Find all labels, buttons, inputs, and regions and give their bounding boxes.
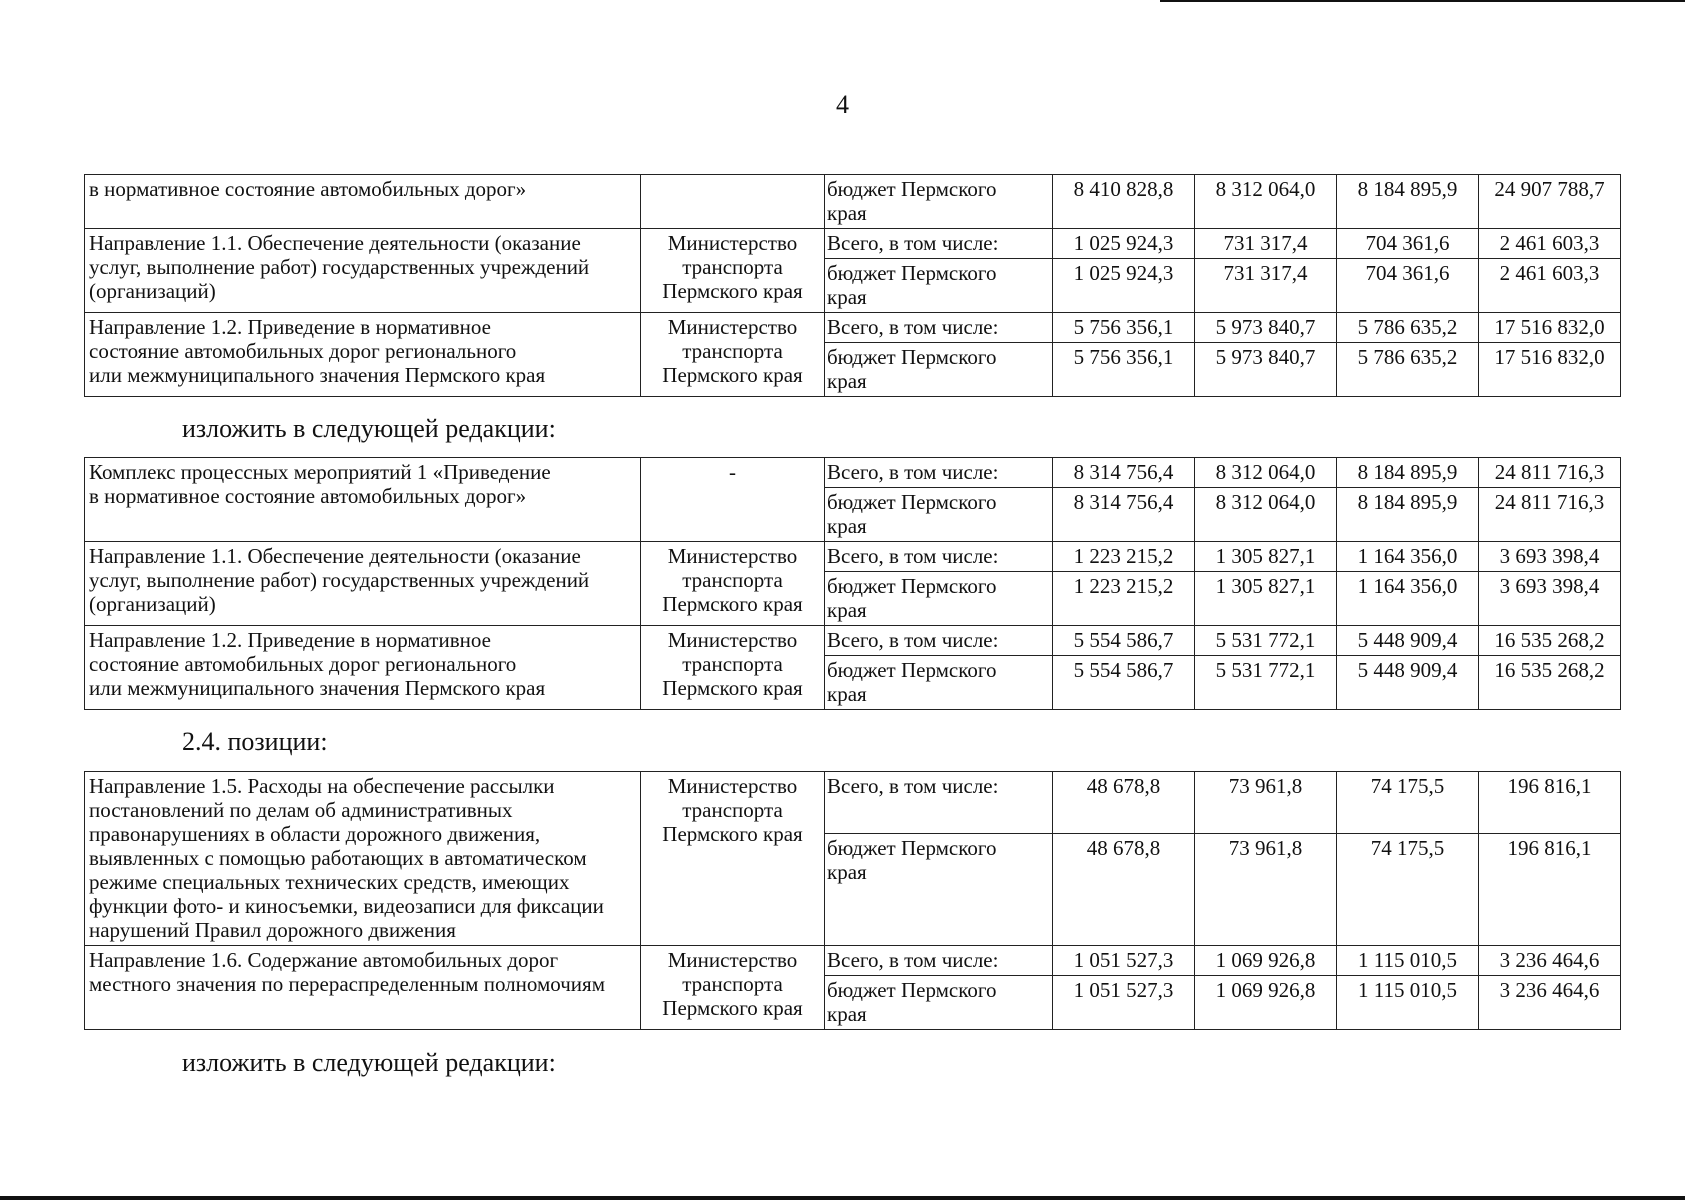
funding-source: бюджет Пермского края (825, 834, 1053, 946)
amount-year-1: 1 025 924,3 (1053, 259, 1195, 313)
item-description: Направление 1.1. Обеспечение деятельности (оказание услуг, выполнение работ) государственных учреждений (организаций) (85, 229, 641, 313)
amount-year-3: 5 448 909,4 (1337, 626, 1479, 656)
amount-total: 24 811 716,3 (1479, 488, 1621, 542)
amount-total: 196 816,1 (1479, 772, 1621, 834)
funding-source: бюджет Пермского края (825, 976, 1053, 1030)
responsible-executor: Министерство транспорта Пермского края (641, 946, 825, 1030)
responsible-executor: - (641, 458, 825, 542)
amount-total: 16 535 268,2 (1479, 656, 1621, 710)
funding-source: бюджет Пермского края (825, 572, 1053, 626)
item-description: в нормативное состояние автомобильных дорог» (85, 175, 641, 229)
funding-source: Всего, в том числе: (825, 458, 1053, 488)
table-row (85, 772, 1621, 834)
budget-table-positions (84, 771, 1621, 1030)
section-heading-positions: 2.4. позиции: (182, 727, 328, 756)
amount-year-2: 1 305 827,1 (1195, 572, 1337, 626)
amount-year-3: 1 115 010,5 (1337, 976, 1479, 1030)
amount-total: 3 693 398,4 (1479, 572, 1621, 626)
amount-year-2: 5 531 772,1 (1195, 656, 1337, 710)
amount-year-1: 1 051 527,3 (1053, 946, 1195, 976)
amount-year-3: 1 164 356,0 (1337, 542, 1479, 572)
scan-bottom-edge (0, 1196, 1685, 1200)
table-row (85, 175, 1621, 229)
funding-source: бюджет Пермского края (825, 259, 1053, 313)
item-description: Направление 1.2. Приведение в нормативное состояние автомобильных дорог регионального или межмуниципального значения Пермского края (85, 313, 641, 397)
amount-year-2: 5 973 840,7 (1195, 313, 1337, 343)
amount-year-3: 8 184 895,9 (1337, 488, 1479, 542)
amount-year-1: 1 051 527,3 (1053, 976, 1195, 1030)
item-description: Направление 1.1. Обеспечение деятельности (оказание услуг, выполнение работ) государственных учреждений (организаций) (85, 542, 641, 626)
amount-total: 24 811 716,3 (1479, 458, 1621, 488)
amount-total: 24 907 788,7 (1479, 175, 1621, 229)
amount-year-2: 8 312 064,0 (1195, 175, 1337, 229)
amount-year-3: 8 184 895,9 (1337, 175, 1479, 229)
amount-total: 3 236 464,6 (1479, 946, 1621, 976)
budget-table-new (84, 457, 1621, 710)
budget-table-old (84, 174, 1621, 397)
funding-source: Всего, в том числе: (825, 313, 1053, 343)
amount-year-2: 73 961,8 (1195, 772, 1337, 834)
amount-year-1: 1 223 215,2 (1053, 572, 1195, 626)
item-description: Направление 1.6. Содержание автомобильных дорог местного значения по перераспределенным полномочиям (85, 946, 641, 1030)
responsible-executor: Министерство транспорта Пермского края (641, 626, 825, 710)
amount-year-2: 5 531 772,1 (1195, 626, 1337, 656)
amount-year-2: 8 312 064,0 (1195, 458, 1337, 488)
table-row (85, 946, 1621, 976)
funding-source: Всего, в том числе: (825, 542, 1053, 572)
amount-year-3: 5 786 635,2 (1337, 313, 1479, 343)
item-description: Комплекс процессных мероприятий 1 «Приведение в нормативное состояние автомобильных дорог» (85, 458, 641, 542)
amount-year-3: 1 115 010,5 (1337, 946, 1479, 976)
amount-year-1: 1 223 215,2 (1053, 542, 1195, 572)
amount-year-1: 5 756 356,1 (1053, 313, 1195, 343)
responsible-executor: Министерство транспорта Пермского края (641, 542, 825, 626)
amount-total: 16 535 268,2 (1479, 626, 1621, 656)
amount-year-3: 8 184 895,9 (1337, 458, 1479, 488)
amount-year-3: 704 361,6 (1337, 229, 1479, 259)
amount-year-1: 1 025 924,3 (1053, 229, 1195, 259)
amount-year-1: 5 554 586,7 (1053, 656, 1195, 710)
amount-year-1: 5 756 356,1 (1053, 343, 1195, 397)
amount-total: 3 693 398,4 (1479, 542, 1621, 572)
item-description: Направление 1.2. Приведение в нормативное состояние автомобильных дорог регионального или межмуниципального значения Пермского края (85, 626, 641, 710)
amount-total: 196 816,1 (1479, 834, 1621, 946)
funding-source: Всего, в том числе: (825, 772, 1053, 834)
item-description: Направление 1.5. Расходы на обеспечение рассылки постановлений по делам об административных правонарушениях в области дорожного движения, выявленных с помощью работающих в автоматическом режиме специальных технических средств, имеющих функции фото- и киносъемки, видеозаписи для фиксации нарушений Правил дорожного движения (85, 772, 641, 946)
funding-source: Всего, в том числе: (825, 946, 1053, 976)
responsible-executor: Министерство транспорта Пермского края (641, 772, 825, 946)
funding-source: бюджет Пермского края (825, 175, 1053, 229)
amount-year-2: 5 973 840,7 (1195, 343, 1337, 397)
amount-total: 2 461 603,3 (1479, 229, 1621, 259)
table-row (85, 458, 1621, 488)
amount-year-3: 1 164 356,0 (1337, 572, 1479, 626)
scan-top-edge (1160, 0, 1685, 2)
amount-year-1: 8 410 828,8 (1053, 175, 1195, 229)
amount-year-2: 1 069 926,8 (1195, 946, 1337, 976)
table-row (85, 313, 1621, 343)
responsible-executor: Министерство транспорта Пермского края (641, 313, 825, 397)
amount-year-3: 704 361,6 (1337, 259, 1479, 313)
funding-source: бюджет Пермского края (825, 656, 1053, 710)
section-heading-replace-2: изложить в следующей редакции: (182, 1048, 556, 1077)
table-row (85, 626, 1621, 656)
amount-total: 17 516 832,0 (1479, 343, 1621, 397)
amount-year-2: 1 069 926,8 (1195, 976, 1337, 1030)
amount-year-2: 8 312 064,0 (1195, 488, 1337, 542)
funding-source: бюджет Пермского края (825, 343, 1053, 397)
amount-total: 2 461 603,3 (1479, 259, 1621, 313)
amount-year-3: 5 786 635,2 (1337, 343, 1479, 397)
amount-year-3: 74 175,5 (1337, 834, 1479, 946)
amount-year-3: 74 175,5 (1337, 772, 1479, 834)
funding-source: Всего, в том числе: (825, 229, 1053, 259)
responsible-executor (641, 175, 825, 229)
amount-year-2: 1 305 827,1 (1195, 542, 1337, 572)
responsible-executor: Министерство транспорта Пермского края (641, 229, 825, 313)
amount-year-1: 8 314 756,4 (1053, 488, 1195, 542)
funding-source: бюджет Пермского края (825, 488, 1053, 542)
amount-total: 17 516 832,0 (1479, 313, 1621, 343)
amount-year-2: 731 317,4 (1195, 229, 1337, 259)
amount-year-3: 5 448 909,4 (1337, 656, 1479, 710)
amount-year-1: 48 678,8 (1053, 772, 1195, 834)
table-row (85, 229, 1621, 259)
amount-year-2: 73 961,8 (1195, 834, 1337, 946)
section-heading-replace-1: изложить в следующей редакции: (182, 414, 556, 443)
amount-year-2: 731 317,4 (1195, 259, 1337, 313)
amount-year-1: 8 314 756,4 (1053, 458, 1195, 488)
table-row (85, 542, 1621, 572)
amount-year-1: 48 678,8 (1053, 834, 1195, 946)
page-number: 4 (836, 90, 849, 119)
funding-source: Всего, в том числе: (825, 626, 1053, 656)
amount-total: 3 236 464,6 (1479, 976, 1621, 1030)
amount-year-1: 5 554 586,7 (1053, 626, 1195, 656)
